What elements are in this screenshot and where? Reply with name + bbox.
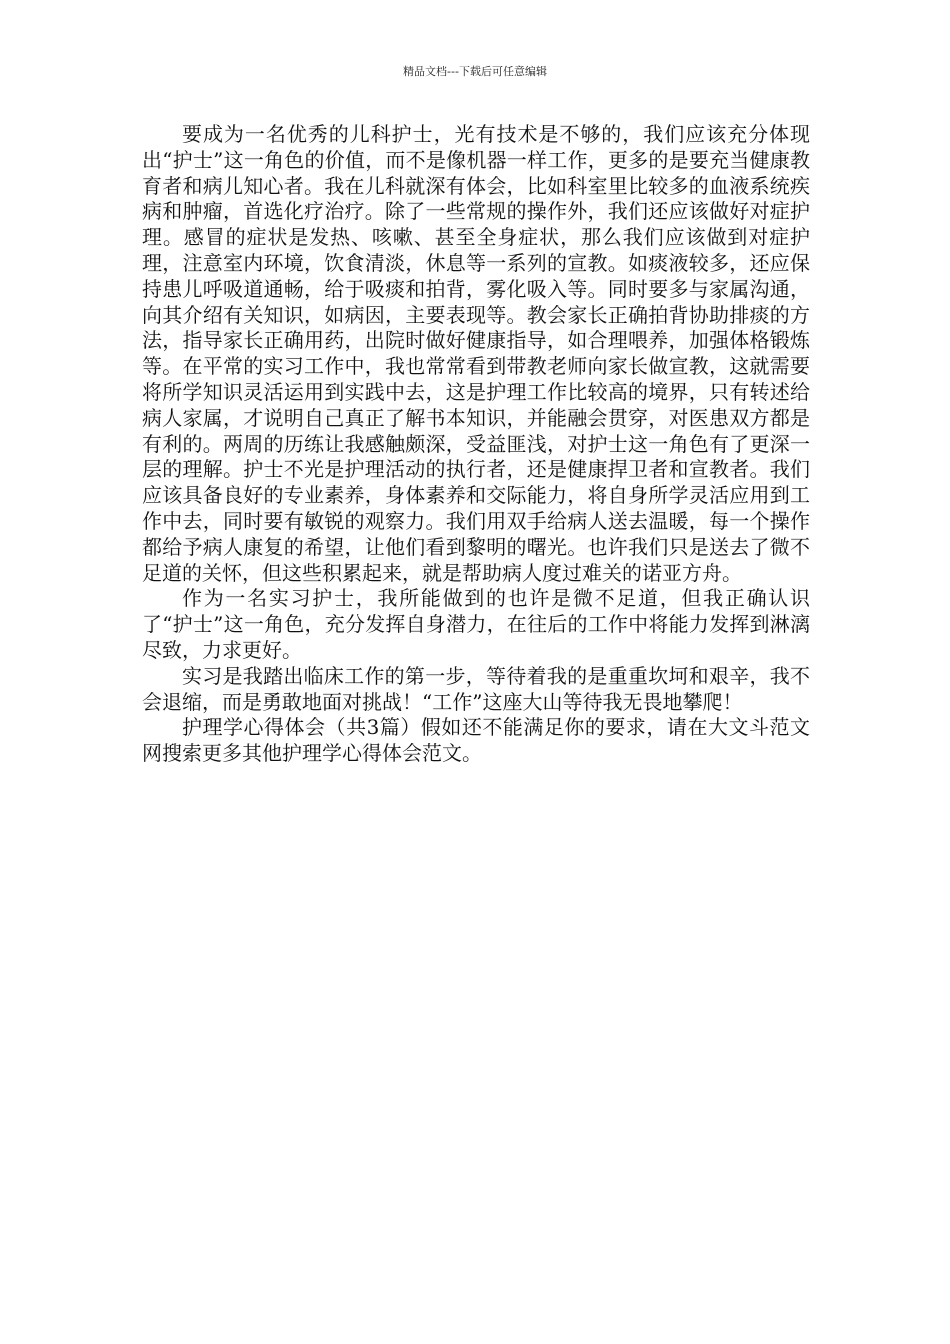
paragraph-pediatric-nursing: 要成为一名优秀的儿科护士，光有技术是不够的，我们应该充分体现出“护士”这一角色的价值，而不是像机器一样工作，更多的是要充当健康教育者和病儿知心者。我在儿科就深有体会，比如科室里比较多的血液系统疾病和肿瘤，首选化疗治疗。除了一些常规的操作外，我们还应该做好对症护理。感冒的症状是发热、咳嗽、甚至全身症状，那么我们应该做到对症护理，注意室内环境，饮食清淡，休息等一系列的宣教。如痰液较多，还应保持患儿呼吸道通畅，给于吸痰和拍背，雾化吸入等。同时要多与家属沟通，向其介绍有关知识，如病因，主要表现等。教会家长正确拍背协助排痰的方法，指导家长正确用药，出院时做好健康指导，如合理喂养，加强体格锻炼等。在平常的实习工作中，我也常常看到带教老师向家长做宣教，这就需要将所学知识灵活运用到实践中去，这是护理工作比较高的境界，只有转述给病人家属，才说明自己真正了解书本知识，并能融会贯穿，对医患双方都是有利的。两周的历练让我感触颇深，受益匪浅，对护士这一角色有了更深一层的理解。护士不光是护理活动的执行者，还是健康捍卫者和宣教者。我们应该具备良好的专业素养，身体素养和交际能力，将自身所学灵活应用到工作中去，同时要有敏锐的观察力。我们用双手给病人送去温暖，每一个操作都给予病人康复的希望，让他们看到黎明的曙光。也许我们只是送去了微不足道的关怀，但这些积累起来，就是帮助病人度过难关的诺亚方舟。 bbox=[142, 122, 810, 585]
paragraph-intern-nurse: 作为一名实习护士，我所能做到的也许是微不足道，但我正确认识了“护士”这一角色，充分发挥自身潜力，在往后的工作中将能力发挥到淋漓尽致，力求更好。 bbox=[142, 586, 810, 662]
paragraph-closing-note: 护理学心得体会（共3篇）假如还不能满足你的要求，请在大文斗范文网搜索更多其他护理学心得体会范文。 bbox=[142, 715, 810, 766]
page-header: 精品文档---下载后可任意编辑 bbox=[403, 65, 547, 78]
paragraph-first-step: 实习是我踏出临床工作的第一步，等待着我的是重重坎坷和艰辛，我不会退缩，而是勇敢地面对挑战！“工作”这座大山等待我无畏地攀爬！ bbox=[142, 663, 810, 714]
document-body bbox=[142, 122, 810, 767]
